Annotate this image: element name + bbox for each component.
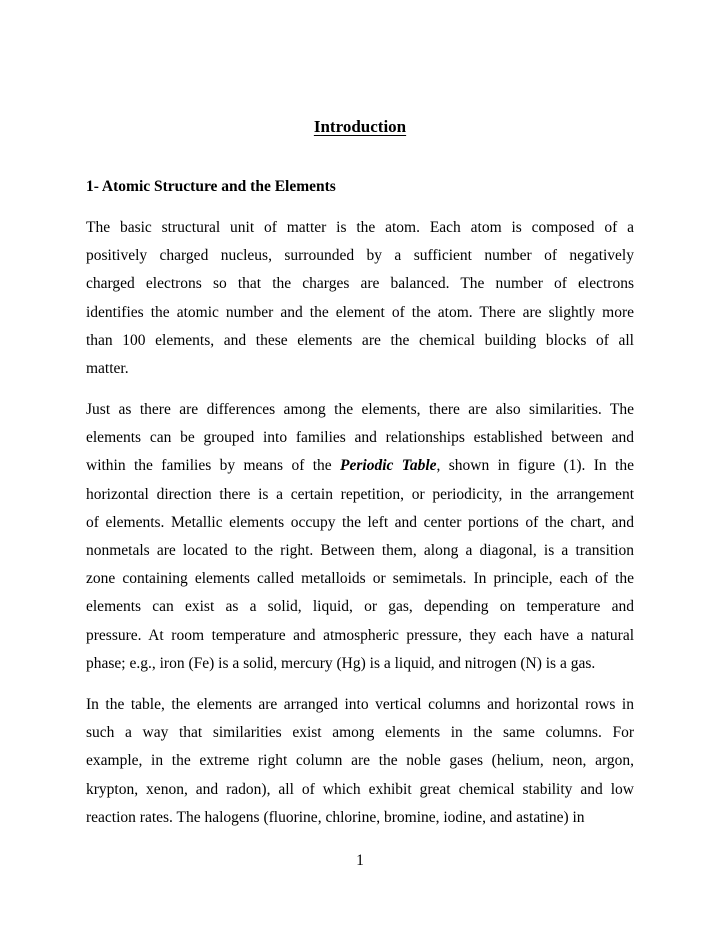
paragraph-line: In the table, the elements are arranged into vertical columns and horizontal rows in (86, 696, 634, 713)
paragraph-line: identifies the atomic number and the element of the atom. There are slightly more (86, 303, 634, 321)
paragraph-line: elements can be grouped into families and relationships established between and (86, 429, 634, 447)
paragraph-line: krypton, xenon, and radon), all of which exhibit great chemical stability and low (86, 780, 634, 798)
paragraph-table-columns (86, 691, 634, 832)
text-run: within the families by means of the (86, 457, 341, 475)
paragraph-line: positively charged nucleus, surrounded by a sufficient number of negatively (86, 247, 634, 265)
periodic-table-emphasis: Periodic Table (340, 457, 437, 475)
paragraph-atomic-structure (86, 214, 634, 383)
paragraph-line: reaction rates. The halogens (fluorine, chlorine, bromine, iodine, and astatine) in (86, 808, 585, 826)
paragraph-line (86, 452, 634, 480)
paragraph-line: nonmetals are located to the right. Between them, along a diagonal, is a transition (86, 542, 634, 560)
paragraph-line: of elements. Metallic elements occupy the left and center portions of the chart, and (86, 513, 634, 531)
paragraph-line: pressure. At room temperature and atmospheric pressure, they each have a natural (86, 626, 634, 644)
paragraph-line: horizontal direction there is a certain repetition, or periodicity, in the arrangement (86, 485, 634, 503)
paragraph-line: phase; e.g., iron (Fe) is a solid, mercury (Hg) is a liquid, and nitrogen (N) is a gas. (86, 654, 596, 672)
page-title: Introduction (313, 117, 407, 136)
paragraph-line: zone containing elements called metalloids or semimetals. In principle, each of the (86, 570, 634, 588)
text-run: , shown in figure (1). In the (436, 457, 634, 475)
page-number: 1 (356, 852, 364, 869)
paragraph-line: example, in the extreme right column are the noble gases (helium, neon, argon, (86, 752, 634, 770)
paragraph-line: such a way that similarities exist among elements in the same columns. For (86, 724, 634, 742)
paragraph-periodic-table (86, 396, 634, 678)
section-heading: 1- Atomic Structure and the Elements (86, 178, 336, 195)
paragraph-line: than 100 elements, and these elements are the chemical building blocks of all (86, 331, 634, 349)
paragraph-line: matter. (86, 360, 129, 378)
paragraph-line: charged electrons so that the charges are balanced. The number of electrons (86, 275, 634, 293)
paragraph-line: Just as there are differences among the elements, there are also similarities. The (86, 401, 634, 418)
paragraph-line: elements can exist as a solid, liquid, or gas, depending on temperature and (86, 598, 634, 616)
paragraph-line: The basic structural unit of matter is the atom. Each atom is composed of a (86, 219, 634, 236)
